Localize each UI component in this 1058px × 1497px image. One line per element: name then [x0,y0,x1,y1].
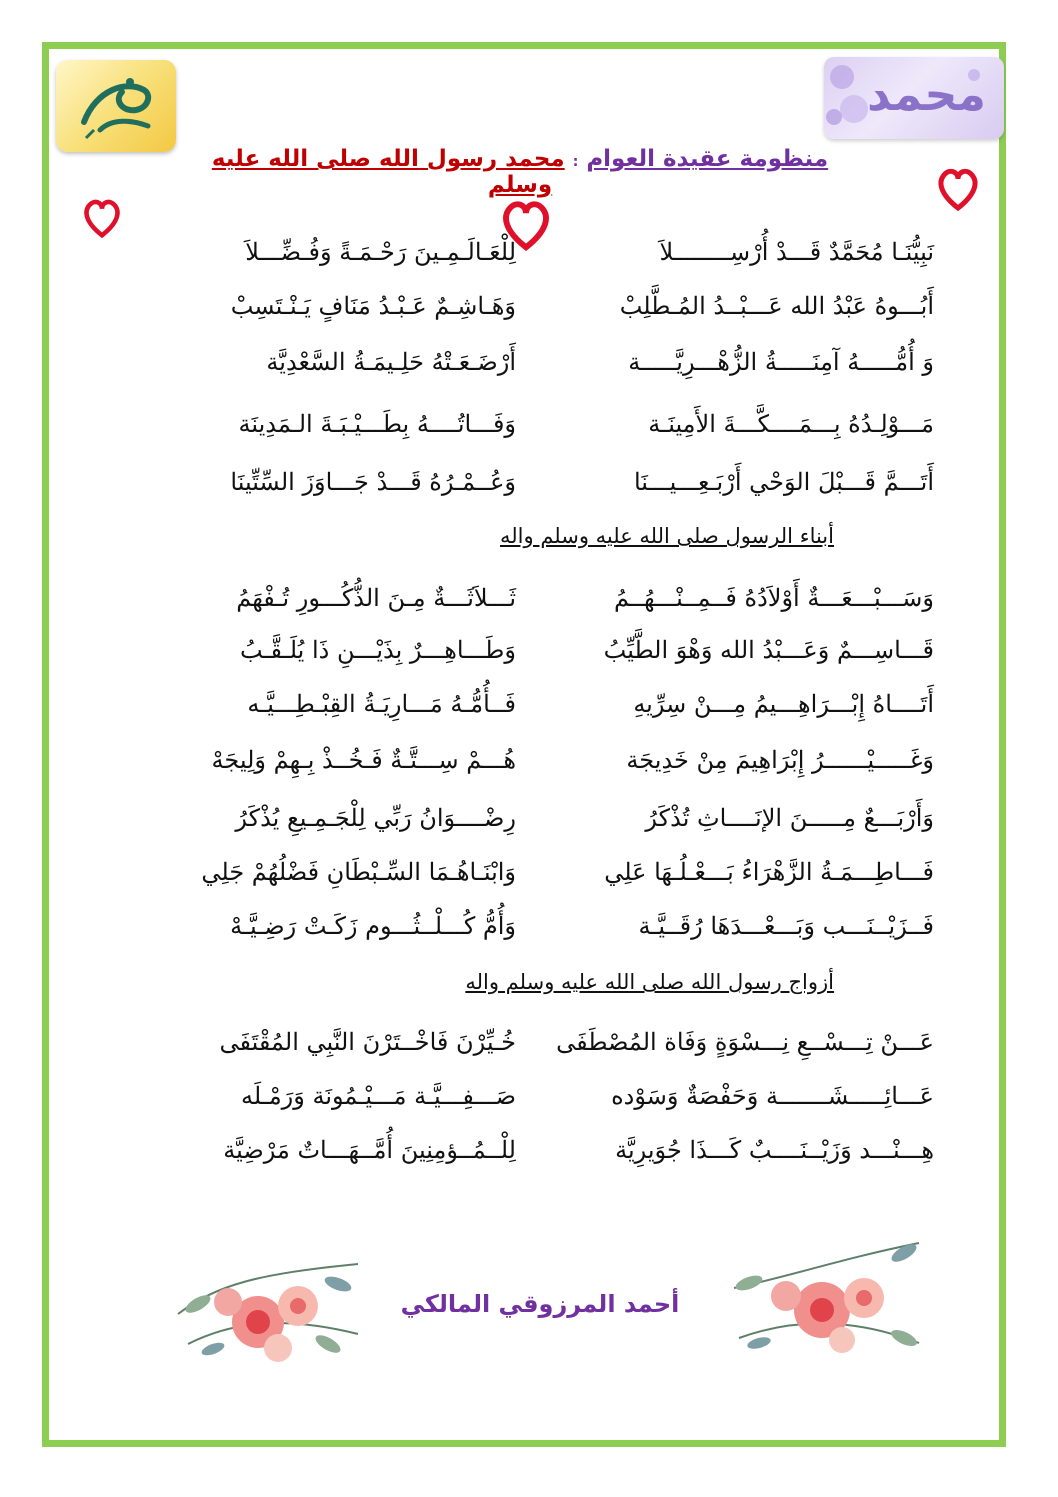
verse-second-hemistich: وَفَـــاتُــــهُ بِطَـــيْـبَـةَ الـمَدِينَة [238,410,516,438]
calligraphy-logo-left [56,60,176,152]
verse-first-hemistich: عَـــائِـــــشَـــــــة وَحَفْصَةٌ وَسَوْده [611,1082,934,1110]
verse-first-hemistich: أَتَـــمَّ قَـــبْلَ الوَحْي أَرْبَـعِـــيـــنَا [633,468,934,496]
verse [100,804,960,858]
verse-second-hemistich: وَطَـــاهِـــرٌ بِذَيْـــنِ ذَا يُلَـقَّـبُ [239,636,516,664]
section-heading: أزواج رسول الله صلى الله عليه وسلم واله [465,970,834,994]
verse [100,410,960,464]
flower-bouquet-icon [158,1244,378,1374]
verse [100,746,960,800]
verse-first-hemistich: أَتَــــاهُ إِبْـــرَاهِـــيمُ مِـــنْ سِرِّيهِ [633,690,934,718]
verse-second-hemistich: وَأُمُّ كُـــلْــثُـــوم زَكَـتْ رَضِـيَّـهْ [230,912,516,940]
verse [100,912,960,966]
calligraphy-logo-left-art [56,60,176,152]
verse-second-hemistich: ثَـــلاَثَـــةٌ مِـنَ الذُّكُـــورِ تُـفْهَمُ [236,584,516,612]
logo-right-text: محمد [866,67,986,121]
verse-second-hemistich: لِلْعَـالَـمِـينَ رَحْـمَـةً وَفُـضِّـــلاَ [245,238,516,266]
verse-first-hemistich: نَبِيُّنَـا مُحَمَّدٌ قَـــدْ أُرْسِــــــــلاَ [659,238,934,266]
verse-first-hemistich: أَبُـــوهُ عَبْدُ الله عَـــبْــدُ المُـطَّلِبْ [619,292,934,320]
logo-left-text [56,60,57,61]
title-part1: منظومة عقيدة العوام [586,146,829,172]
verse [100,468,960,522]
verse-first-hemistich: فَـــاطِـــمَـةُ الزَّهْرَاءُ بَـــعْـلُـهَا عَلِي [604,858,934,886]
verse-second-hemistich: فَــأُمُّـهُ مَـــارِيَـةُ القِبْـطِـــيَّـه [247,690,516,718]
verse-first-hemistich: وَغَـــــيْــــــرُ إِبْرَاهِيمَ مِنْ خَدِيجَة [626,746,934,774]
heart-icon [82,196,122,240]
verse [100,1028,960,1082]
verse [100,584,960,638]
author-name: أحمد المرزوقي المالكي [400,1290,680,1318]
title-part2: محمد رسول الله صلى الله عليه وسلم [211,146,565,198]
verse-second-hemistich: وَعُــمْـرُهُ قَـــدْ جَـــاوَزَ السِّتِّينَا [230,468,516,496]
title-separator: : [572,154,579,170]
verse-first-hemistich: مَـــوْلِـدُهُ بِـــمَــــكَّـــةَ الأَمِينَـة [648,410,934,438]
verse-second-hemistich: وَهَـاشِـمٌ عَـبْـدُ مَنَافٍ يَـنْـتَسِبْ [230,292,516,320]
verse [100,292,960,346]
page-title [180,146,860,198]
verse-first-hemistich: وَ أُمُّـــــهُ آمِنَـــــةُ الزُّهْـــرِيَّـــــة [628,348,934,376]
verse-first-hemistich: عَـــنْ تِـــسْــعِ نِـــسْوَةٍ وَفَاة المُصْطَفَى [556,1028,934,1056]
flower-bouquet-icon [714,1228,934,1368]
verse [100,636,960,690]
verse-first-hemistich: وَأَرْبَـــعٌ مِـــــنَ الإنَــــاثِ تُذْكَرُ [645,804,934,832]
verse-first-hemistich: قَـــاسِـــمٌ وَعَـــبْدُ الله وَهْوَ الطَّيِّبُ [603,636,934,664]
verse [100,690,960,744]
verse-second-hemistich: أَرْضَـعَـتْهُ حَلِـيمَـةُ السَّعْدِيَّة [266,348,516,376]
verse-second-hemistich: خُـيِّرْنَ فَاخْــتَرْنَ النَّبِي المُقْتَفَى [219,1028,516,1056]
verse [100,1136,960,1190]
verse [100,1082,960,1136]
verse-second-hemistich: رِضْــــوَانُ رَبِّي لِلْجَـمِـيعِ يُذْكَرُ [235,804,516,832]
verse-first-hemistich: فَــزَيْــنَـــب وَبَـــعْـــدَهَا رُقَــيَّـة [638,912,934,940]
section-heading: أبناء الرسول صلى الله عليه وسلم واله [500,524,834,548]
verse-second-hemistich: وَابْنَـاهُـمَا السِّـبْطَانِ فَضْلُهُمْ جَلِي [201,858,516,886]
verse [100,238,960,292]
verse [100,348,960,402]
heart-icon [936,166,980,212]
verse-first-hemistich: هِـــنْـــد وَزَيْــنَــــبٌ كَـــذَا جُوَيرِيَّة [615,1136,934,1164]
verse-second-hemistich: صَـــفِـــيَّـة مَـــيْـمُونَة وَرَمْـلَه [240,1082,516,1110]
verse-second-hemistich: هُـــمْ سِـــتَّـةٌ فَـخُــذْ بِـهِمْ وَلِيجَهْ [211,746,516,774]
verse-first-hemistich: وَسَـــبْـــعَـــةٌ أَوْلاَدُهُ فَــمِــنْـــهُــمُ [613,584,934,612]
calligraphy-logo-right [824,57,1004,139]
verse [100,858,960,912]
verse-second-hemistich: لِلْــمُــؤمِنِينَ أُمَّــهَـــاتٌ مَرْضِيَّة [223,1136,516,1164]
